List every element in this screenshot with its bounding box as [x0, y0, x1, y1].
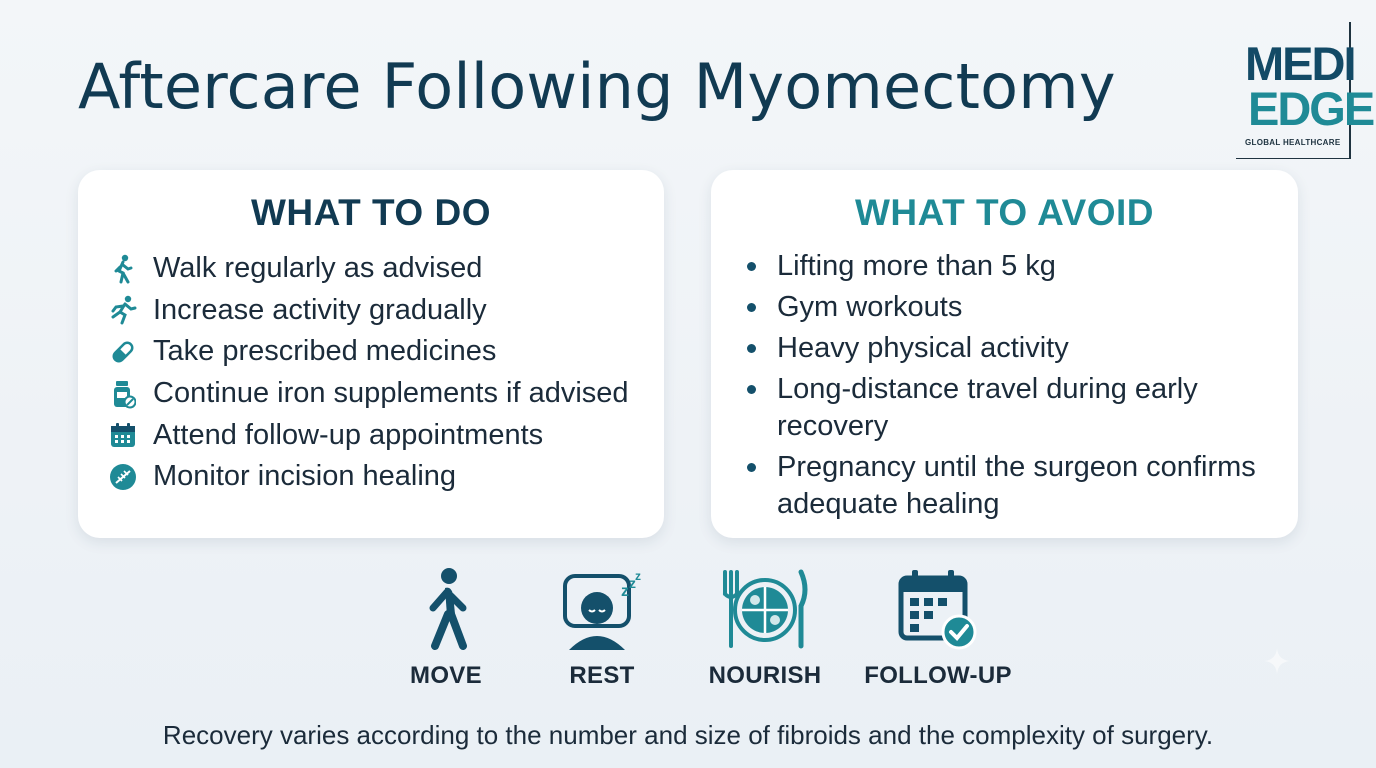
list-item — [108, 373, 629, 415]
list-item-text: Heavy physical activity — [777, 332, 1069, 364]
pictogram-label: MOVE — [410, 662, 482, 689]
what-to-do-card — [78, 170, 664, 538]
pictogram-nourish — [685, 566, 845, 689]
svg-text:z: z — [629, 575, 636, 591]
list-item — [747, 289, 1287, 326]
bullet-icon — [747, 262, 756, 271]
incision-bandage-icon — [108, 462, 138, 492]
running-person-icon — [108, 295, 138, 325]
pictogram-label: FOLLOW-UP — [864, 662, 1012, 689]
list-item — [108, 456, 629, 498]
what-to-avoid-list — [747, 248, 1287, 527]
list-item-text: Long-distance travel during early recovery — [777, 373, 1198, 442]
pictogram-label: REST — [569, 662, 635, 689]
list-item-text: Pregnancy until the surgeon confirms adequate healing — [777, 451, 1256, 520]
pictogram-move — [366, 566, 526, 689]
sparkle-icon — [1262, 646, 1292, 676]
list-item-text: Monitor incision healing — [153, 460, 457, 493]
list-item — [747, 248, 1287, 285]
list-item — [747, 449, 1287, 523]
list-item-text: Take prescribed medicines — [153, 335, 497, 368]
logo-line2: EDGE — [1248, 82, 1374, 135]
footer-note: Recovery varies according to the number and size of fibroids and the complexity of surgery. — [162, 720, 1214, 750]
list-item-text: Lifting more than 5 kg — [777, 250, 1056, 282]
walking-person-icon — [366, 566, 526, 652]
list-item-text: Continue iron supplements if advised — [153, 377, 629, 410]
list-item — [747, 371, 1287, 445]
list-item-text: Increase activity gradually — [153, 293, 487, 326]
list-item — [747, 330, 1287, 367]
what-to-do-heading: WHAT TO DO — [251, 192, 491, 233]
svg-text:z: z — [621, 583, 629, 600]
plate-fork-knife-icon — [685, 566, 845, 652]
sleeping-person-icon — [522, 566, 682, 652]
list-item-text: Attend follow-up appointments — [153, 418, 544, 451]
logo-tagline: GLOBAL HEALTHCARE — [1245, 138, 1341, 147]
calendar-icon — [108, 420, 138, 450]
calendar-check-icon — [858, 566, 1018, 652]
pictogram-label: NOURISH — [708, 662, 822, 689]
bullet-icon — [747, 463, 756, 472]
pictogram-follow-up — [858, 566, 1018, 689]
pictogram-row — [0, 566, 1376, 696]
what-to-avoid-heading: WHAT TO AVOID — [854, 192, 1155, 233]
page-title: Aftercare Following Myomectomy — [78, 50, 1116, 123]
logo-line1: MEDI — [1245, 37, 1355, 90]
bullet-icon — [747, 385, 756, 394]
pictogram-rest — [522, 566, 682, 689]
medi-edge-logo — [1236, 22, 1374, 159]
svg-text:z: z — [635, 569, 641, 583]
list-item — [108, 414, 629, 456]
bullet-icon — [747, 303, 756, 312]
list-item-text: Gym workouts — [777, 291, 963, 323]
list-item — [108, 290, 629, 332]
supplement-bottle-icon — [108, 379, 138, 409]
walking-person-icon — [108, 254, 138, 284]
list-item — [108, 248, 629, 290]
what-to-avoid-card — [711, 170, 1298, 538]
list-item — [108, 331, 629, 373]
list-item-text: Walk regularly as advised — [153, 252, 483, 285]
bullet-icon — [747, 344, 756, 353]
pill-capsule-icon — [108, 337, 138, 367]
what-to-do-list — [108, 248, 629, 498]
